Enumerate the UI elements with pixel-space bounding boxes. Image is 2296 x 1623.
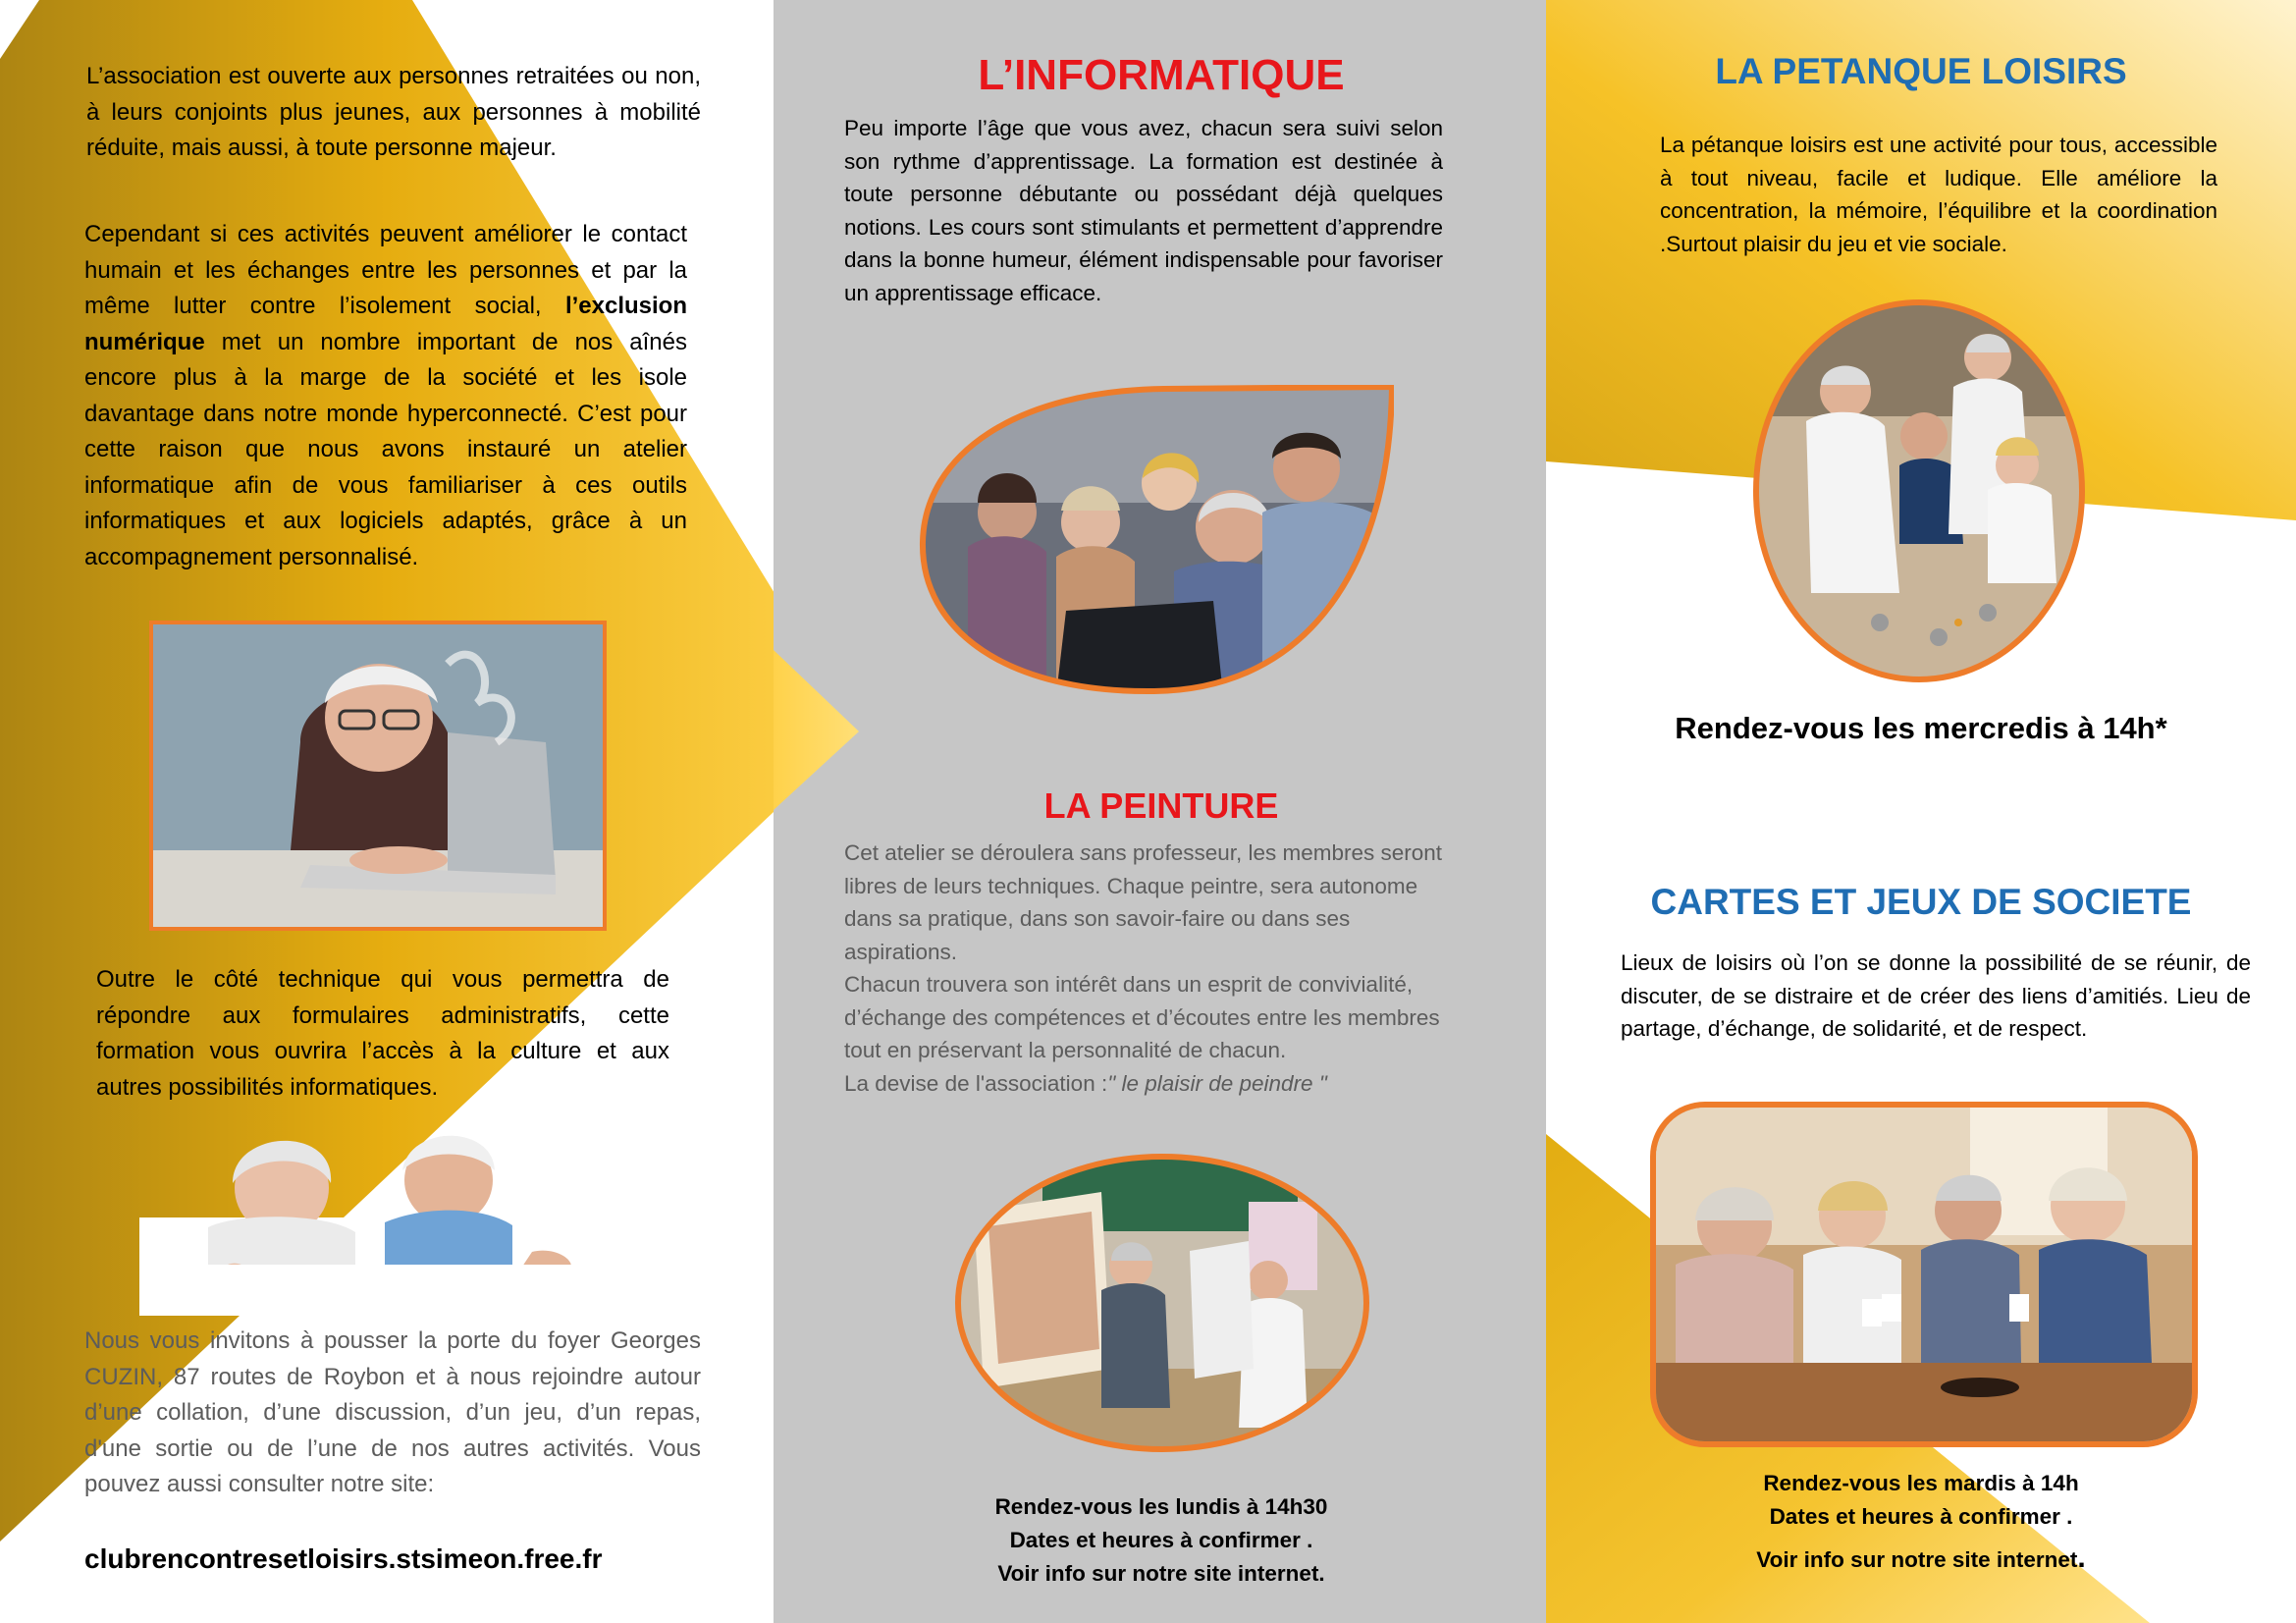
petanque-players-illustration [1752, 298, 2086, 683]
cartes-rdv-line3-text: Voir info sur notre site internet [1756, 1547, 2078, 1572]
petanque-photo [1752, 298, 2086, 683]
peinture-rdv-line2: Dates et heures à confirmer . [1009, 1528, 1313, 1552]
peinture-line1-b: ans professeur, les membres seront libres de leurs techniques. Chaque peintre, sera autonome dans sa pratique, dans son savoir-faire ou dans ses aspirations. [844, 840, 1443, 964]
cartes-rdv-line3 [1546, 1542, 2296, 1577]
informatique-body: Peu importe l’âge que vous avez, chacun sera suivi selon son rythme d’apprentissage. La formation est destinée à toute personne débutante ou possédant déjà quelques notions. Les cours sont stimulants et permettent d’apprendre dans la bonne humeur, élément indispensable pour favoriser un apprentissage efficace. [844, 116, 1443, 305]
exclusion-paragraph [84, 217, 687, 575]
elderly-man-laptop-photo [149, 621, 607, 931]
website-link[interactable]: clubrencontresetloisirs.stsimeon.free.fr [84, 1543, 603, 1574]
seniors-peeking-photo [139, 1119, 630, 1316]
exclusion-text-b: met un nombre important de nos aînés encore plus à la marge de la société et les isole davantage dans notre monde hyperconnecté. C’est pour cette raison que nous avons instauré un atelier informatique afin de vous familiariser à ces outils informatiques et aux logiciels adaptés, grâce à un accompagnement personnalisé. [84, 328, 687, 570]
left-panel [0, 0, 774, 1623]
cartes-rdv-line1: Rendez-vous les mardis à 14h [1763, 1471, 2079, 1495]
cartes-title: CARTES ET JEUX DE SOCIETE [1650, 882, 2192, 922]
painting-class-illustration [954, 1153, 1370, 1453]
cartes-rdv-line2: Dates et heures à confirmer . [1769, 1504, 2073, 1529]
card-players-illustration [1656, 1108, 2192, 1441]
peinture-line1 [844, 837, 1453, 968]
peinture-body [844, 837, 1453, 1100]
elderly-man-laptop-illustration [153, 624, 603, 927]
petanque-title: LA PETANQUE LOISIRS [1715, 51, 2127, 91]
peinture-photo [954, 1153, 1370, 1453]
peinture-motto: " le plaisir de peindre " [1107, 1070, 1327, 1096]
invite-paragraph: Nous vous invitons à pousser la porte du foyer Georges CUZIN, 87 routes de Roybon et à nous rejoindre autour d’une collation, d’une discussion, d’un jeu, d’un repas, d'une sortie ou de l’une de nos autres activités. Vous pouvez aussi consulter notre site: [84, 1327, 701, 1497]
intro-paragraph: L’association est ouverte aux personnes retraitées ou non, à leurs conjoints plus jeunes, aux personnes à mobilité réduite, mais aussi, à toute personne majeur. [86, 63, 701, 161]
peinture-line1-italic: s [1080, 840, 1092, 865]
peinture-line2: Chacun trouvera son intérêt dans un esprit de convivialité, d’échange des compétences et d’écoutes entre les membres tout en préservant la personnalité de chacun. [844, 972, 1440, 1062]
informatique-title: L’INFORMATIQUE [978, 51, 1345, 99]
peinture-title: LA PEINTURE [1043, 785, 1279, 826]
seniors-peeking-illustration [139, 1119, 630, 1316]
peinture-motto-label: La devise de l'association : [844, 1070, 1108, 1096]
middle-panel [774, 0, 1546, 1623]
petanque-rdv: Rendez-vous les mercredis à 14h* [1675, 711, 2167, 745]
petanque-body: La pétanque loisirs est une activité pour tous, accessible à tout niveau, facile et ludique. Elle améliore la concentration, la mémoire, l’équilibre et la coordination .Surtout plaisir du jeu et vie sociale. [1660, 133, 2217, 256]
peinture-line1-a: Cet atelier se déroulera [844, 840, 1081, 865]
computer-class-illustration [919, 385, 1394, 695]
exclusion-text-a: Cependant si ces activités peuvent améliorer le contact humain et les échanges entre les personnes et par la même lutter contre l’isolement social, [84, 221, 687, 319]
technical-paragraph: Outre le côté technique qui vous permettra de répondre aux formulaires administratifs, cette formation vous ouvrira l’accès à la culture et aux autres possibilités informatiques. [96, 966, 669, 1101]
peinture-line3 [844, 1067, 1453, 1101]
informatique-photo [919, 385, 1394, 695]
cartes-body: Lieux de loisirs où l’on se donne la possibilité de se réunir, de discuter, de se distraire et de créer des liens d’amitiés. Lieu de partage, d’échange, de solidarité, et de respect. [1621, 950, 2251, 1041]
peinture-rdv-line3: Voir info sur notre site internet. [997, 1561, 1325, 1586]
cartes-photo [1650, 1102, 2198, 1447]
cartes-rdv-line3-dot: . [2077, 1542, 2086, 1574]
right-panel [1546, 0, 2296, 1623]
exclusion-highlight: l’exclusion numérique [84, 293, 687, 355]
peinture-rdv-line1: Rendez-vous les lundis à 14h30 [994, 1494, 1328, 1519]
